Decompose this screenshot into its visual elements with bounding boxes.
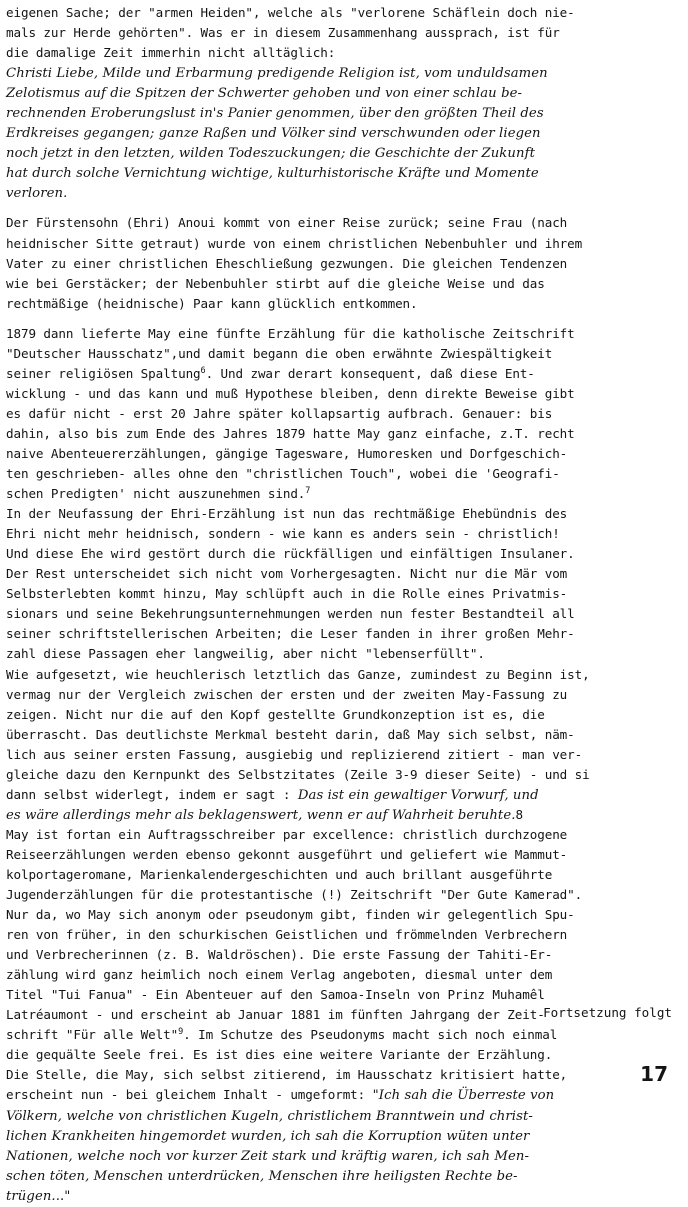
text-line <box>6 865 682 885</box>
text-line <box>6 1146 682 1166</box>
text-line <box>6 3 682 23</box>
italic-quote: "Ich sah die Überreste von <box>372 1088 555 1104</box>
text-line <box>6 234 682 254</box>
text-segment: schrift "Für alle Welt" <box>6 1027 179 1043</box>
text-segment: Wie aufgesetzt, wie heuchlerisch letztlich das Ganze, zumindest zu Beginn ist, <box>6 666 590 682</box>
text-segment: zeigen. Nicht nur die auf den Kopf gestellte Grundkonzeption ist es, die <box>6 706 545 722</box>
text-line <box>6 83 682 103</box>
text-line <box>6 1025 682 1045</box>
text-line <box>6 945 682 965</box>
italic-quote: noch jetzt in den letzten, wilden Todeszuckungen; die Geschichte der Zukunft <box>6 146 535 162</box>
text-segment: zählung wird ganz heimlich noch einem Verlag angeboten, diesmal unter dem <box>6 967 553 983</box>
text-segment: Vater zu einer christlichen Eheschließung gezwungen. Die gleichen Tendenzen <box>6 255 568 271</box>
page-number: 17 <box>640 1062 668 1086</box>
text-line <box>6 294 682 314</box>
text-line <box>6 785 682 805</box>
italic-quote: Das ist ein gewaltiger Vorwurf, und <box>297 787 539 803</box>
text-segment: seiner religiösen Spaltung <box>6 365 201 381</box>
text-segment: ten geschrieben- alles ohne den "christlichen Touch", wobei die 'Geografi- <box>6 466 560 482</box>
text-line <box>6 23 682 43</box>
text-line <box>6 254 682 274</box>
text-line <box>6 905 682 925</box>
text-line <box>6 1045 682 1065</box>
text-line <box>6 524 682 544</box>
text-segment: rechtmäßige (heidnische) Paar kann glücklich entkommen. <box>6 295 418 311</box>
text-line <box>6 604 682 624</box>
footnote-marker: 9 <box>178 1027 184 1038</box>
text-line <box>6 404 682 424</box>
text-segment: sionars und seine Bekehrungsunternehmungen werden nun fester Bestandteil all <box>6 606 575 622</box>
text-segment: "Deutscher Hausschatz",und damit begann die oben erwähnte Zwiespältigkeit <box>6 345 553 361</box>
italic-quote: Völkern, welche von christlichen Kugeln, christlichem Branntwein und christ- <box>6 1108 533 1124</box>
text-line <box>6 644 682 664</box>
italic-quote: trügen..." <box>6 1188 71 1204</box>
text-line <box>6 845 682 865</box>
text-segment: mals zur Herde gehörten". Was er in diesem Zusammenhang aussprach, ist für <box>6 25 560 41</box>
text-line <box>6 725 682 745</box>
text-line <box>6 364 682 384</box>
text-segment: Ehri nicht mehr heidnisch, sondern - wie kann es anders sein - christlich! <box>6 526 560 542</box>
text-line <box>6 274 682 294</box>
paragraph-gap <box>6 314 682 324</box>
text-line <box>6 584 682 604</box>
text-segment: die damalige Zeit immerhin nicht alltäglich: <box>6 45 336 61</box>
text-line <box>6 103 682 123</box>
text-segment: Der Fürstensohn (Ehri) Anoui kommt von einer Reise zurück; seine Frau (nach <box>6 215 568 231</box>
text-segment: lich aus seiner ersten Fassung, ausgiebig und replizierend zitiert - man ver- <box>6 746 583 762</box>
text-line <box>6 564 682 584</box>
text-segment: 1879 dann lieferte May eine fünfte Erzählung für die katholische Zeitschrift <box>6 325 575 341</box>
text-line <box>6 344 682 364</box>
italic-quote: Erdkreises gegangen; ganze Raßen und Völker sind verschwunden oder liegen <box>6 126 541 142</box>
text-segment: Reiseerzählungen werden ebenso gekonnt ausgeführt und geliefert wie Mammut- <box>6 846 568 862</box>
text-line <box>6 745 682 765</box>
text-line <box>6 444 682 464</box>
text-line <box>6 123 682 143</box>
text-line <box>6 805 682 825</box>
text-segment: wicklung - und das kann und muß Hypothese bleiben, denn direkte Beweise gibt <box>6 385 575 401</box>
text-segment: naive Abenteuererzählungen, gängige Tagesware, Humoresken und Dorfgeschich- <box>6 445 568 461</box>
footnote-marker: 7 <box>305 486 311 497</box>
text-line <box>6 464 682 484</box>
italic-quote: lichen Krankheiten hingemordet wurden, ich sah die Korruption wüten unter <box>6 1128 530 1144</box>
italic-quote: schen töten, Menschen unterdrücken, Menschen ihre heiligsten Rechte be- <box>6 1168 518 1184</box>
text-segment: überrascht. Das deutlichste Merkmal besteht darin, daß May sich selbst, näm- <box>6 726 575 742</box>
text-segment: gleiche dazu den Kernpunkt des Selbstzitates (Zeile 3-9 dieser Seite) - und si <box>6 766 590 782</box>
paragraph-gap <box>6 203 682 213</box>
text-line <box>6 685 682 705</box>
text-segment: zahl diese Passagen eher langweilig, aber nicht "lebenserfüllt". <box>6 646 485 662</box>
text-line <box>6 63 682 83</box>
italic-quote: verloren. <box>6 186 68 202</box>
text-segment: erscheint nun - bei gleichem Inhalt - umgeformt: <box>6 1087 373 1103</box>
text-line <box>6 1085 682 1105</box>
text-segment: wie bei Gerstäcker; der Nebenbuhler stirbt auf die gleiche Weise und das <box>6 275 545 291</box>
text-segment: Titel "Tui Fanua" - Ein Abenteuer auf den Samoa-Inseln von Prinz Muhamêl <box>6 987 545 1003</box>
text-line <box>6 544 682 564</box>
text-line <box>6 1186 682 1206</box>
text-segment: Die Stelle, die May, sich selbst zitierend, im Hausschatz kritisiert hatte, <box>6 1067 568 1083</box>
italic-quote: es wäre allerdings mehr als beklagenswert, wenn er auf Wahrheit beruhte. <box>6 807 516 823</box>
text-line <box>6 183 682 203</box>
text-line <box>6 1106 682 1126</box>
text-line <box>6 1166 682 1186</box>
text-line <box>6 765 682 785</box>
paragraph-intro-quote <box>6 3 682 203</box>
text-line <box>6 925 682 945</box>
continuation-note: Fortsetzung folgt <box>543 1005 672 1020</box>
paragraph-ehri-summary <box>6 213 682 313</box>
italic-quote: rechnenden Eroberungslust in's Panier genommen, über den größten Theil des <box>6 106 544 122</box>
text-segment: heidnischer Sitte getraut) wurde von einem christlichen Nebenbuhler und ihrem <box>6 235 583 251</box>
text-segment: May ist fortan ein Auftragsschreiber par excellence: christlich durchzogene <box>6 826 568 842</box>
italic-quote: Nationen, welche noch vor kurzer Zeit stark und kräftig waren, ich sah Men- <box>6 1148 530 1164</box>
italic-quote: Christi Liebe, Milde und Erbarmung predigende Religion ist, vom unduldsamen <box>6 66 548 82</box>
text-segment: vermag nur der Vergleich zwischen der ersten und der zweiten May-Fassung zu <box>6 686 568 702</box>
text-segment: und Verbrecherinnen (z. B. Waldröschen). Die erste Fassung der Tahiti-Er- <box>6 947 553 963</box>
footnote-marker: 6 <box>200 365 206 376</box>
text-line <box>6 143 682 163</box>
text-segment: ren von früher, in den schurkischen Geistlichen und frömmelnden Verbrechern <box>6 927 568 943</box>
text-line <box>6 424 682 444</box>
text-line <box>6 705 682 725</box>
text-line <box>6 504 682 524</box>
text-segment: eigenen Sache; der "armen Heiden", welche als "verlorene Schäflein doch nie- <box>6 5 575 20</box>
text-line <box>6 324 682 344</box>
paragraph-hausschatz <box>6 324 682 1206</box>
text-segment: 8 <box>515 806 524 822</box>
text-segment: die gequälte Seele frei. Es ist dies eine weitere Variante der Erzählung. <box>6 1047 553 1063</box>
text-segment: . Im Schutze des Pseudonyms macht sich noch einmal <box>183 1027 558 1043</box>
text-line <box>6 985 682 1005</box>
text-segment: Selbsterlebten kommt hinzu, May schlüpft auch in die Rolle eines Privatmis- <box>6 586 568 602</box>
text-segment: Latréaumont - und erscheint ab Januar 1881 im fünften Jahrgang der Zeit- <box>6 1007 545 1023</box>
text-segment: seiner schriftstellerischen Arbeiten; die Leser fanden in ihrer großen Mehr- <box>6 626 575 642</box>
text-line <box>6 213 682 233</box>
text-line <box>6 665 682 685</box>
text-line <box>6 825 682 845</box>
text-line <box>6 384 682 404</box>
text-line <box>6 163 682 183</box>
italic-quote: hat durch solche Vernichtung wichtige, kulturhistorische Kräfte und Momente <box>6 166 539 182</box>
text-segment: kolportageromane, Marienkalendergeschichten und auch brillant ausgeführte <box>6 866 553 882</box>
italic-quote: Zelotismus auf die Spitzen der Schwerter gehoben und von einer schlau be- <box>6 86 523 102</box>
text-segment: In der Neufassung der Ehri-Erzählung ist nun das rechtmäßige Ehebündnis des <box>6 506 568 522</box>
text-line <box>6 484 682 504</box>
text-segment: . Und zwar derart konsequent, daß diese Ent- <box>205 365 535 381</box>
text-segment: Nur da, wo May sich anonym oder pseudonym gibt, finden wir gelegentlich Spu- <box>6 907 575 923</box>
text-segment: es dafür nicht - erst 20 Jahre später kollapsartig aufbrach. Genauer: bis <box>6 405 553 421</box>
text-segment: dann selbst widerlegt, indem er sagt : <box>6 786 298 802</box>
text-line <box>6 965 682 985</box>
text-segment: Der Rest unterscheidet sich nicht vom Vorhergesagten. Nicht nur die Mär vom <box>6 566 568 582</box>
text-segment: Jugenderzählungen für die protestantische (!) Zeitschrift "Der Gute Kamerad". <box>6 887 583 903</box>
text-line <box>6 1126 682 1146</box>
text-segment: Und diese Ehe wird gestört durch die rückfälligen und einfältigen Insulaner. <box>6 546 575 562</box>
text-line <box>6 1065 682 1085</box>
text-line <box>6 43 682 63</box>
text-line <box>6 624 682 644</box>
text-segment: dahin, also bis zum Ende des Jahres 1879 hatte May ganz einfache, z.T. recht <box>6 425 575 441</box>
text-line <box>6 885 682 905</box>
text-segment: schen Predigten' nicht auszunehmen sind. <box>6 486 306 502</box>
